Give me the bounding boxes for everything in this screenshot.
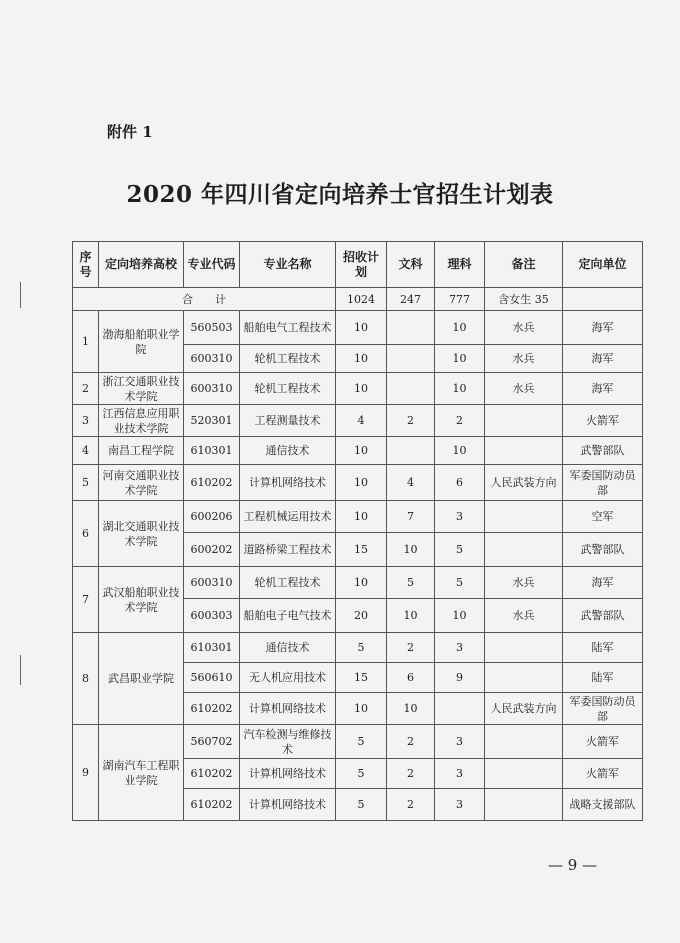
arts-count: 6: [387, 663, 435, 693]
header-row: [73, 242, 643, 288]
arts-count: 10: [387, 693, 435, 725]
school-no: 4: [73, 437, 99, 465]
target-unit: 火箭军: [563, 725, 643, 759]
target-unit: 陆军: [563, 633, 643, 663]
major-name: 计算机网络技术: [240, 465, 336, 501]
plan-count: 15: [336, 533, 387, 567]
arts-count: [387, 311, 435, 345]
attachment-label: 附件 1: [107, 123, 153, 141]
note: 水兵: [485, 311, 563, 345]
table-row: [73, 633, 643, 663]
major-code: 610301: [184, 633, 240, 663]
col-header-no: 序号: [73, 242, 99, 288]
major-name: 轮机工程技术: [240, 373, 336, 405]
note: [485, 405, 563, 437]
target-unit: 海军: [563, 311, 643, 345]
target-unit: 武警部队: [563, 437, 643, 465]
note: 水兵: [485, 567, 563, 599]
page-title: 2020 年四川省定向培养士官招生计划表: [126, 181, 554, 208]
arts-count: 10: [387, 599, 435, 633]
major-code: 610202: [184, 465, 240, 501]
plan-count: 5: [336, 759, 387, 789]
binding-mark: [20, 282, 21, 308]
arts-count: 10: [387, 533, 435, 567]
plan-count: 5: [336, 725, 387, 759]
note: [485, 725, 563, 759]
school-name: 南昌工程学院: [99, 437, 184, 465]
plan-count: 10: [336, 345, 387, 373]
school-no: 7: [73, 567, 99, 633]
col-header-note: 备注: [485, 242, 563, 288]
target-unit: 军委国防动员部: [563, 465, 643, 501]
plan-count: 10: [336, 567, 387, 599]
school-no: 6: [73, 501, 99, 567]
science-count: 6: [435, 465, 485, 501]
table-row: [73, 405, 643, 437]
page-number-value: 9: [567, 856, 578, 874]
major-code: 610202: [184, 789, 240, 821]
arts-count: 2: [387, 725, 435, 759]
school-name: 武汉船舶职业技术学院: [99, 567, 184, 633]
target-unit: 军委国防动员部: [563, 693, 643, 725]
arts-count: 5: [387, 567, 435, 599]
target-unit: 空军: [563, 501, 643, 533]
school-no: 8: [73, 633, 99, 725]
major-code: 600202: [184, 533, 240, 567]
enrollment-plan-table: [72, 241, 643, 821]
total-note: 含女生 35: [485, 288, 563, 311]
major-name: 无人机应用技术: [240, 663, 336, 693]
major-name: 道路桥梁工程技术: [240, 533, 336, 567]
science-count: 10: [435, 599, 485, 633]
major-code: 600206: [184, 501, 240, 533]
col-header-code: 专业代码: [184, 242, 240, 288]
plan-count: 10: [336, 437, 387, 465]
science-count: 5: [435, 567, 485, 599]
school-name: 浙江交通职业技术学院: [99, 373, 184, 405]
science-count: 2: [435, 405, 485, 437]
arts-count: 7: [387, 501, 435, 533]
major-name: 轮机工程技术: [240, 345, 336, 373]
target-unit: 海军: [563, 345, 643, 373]
target-unit: 海军: [563, 373, 643, 405]
major-name: 计算机网络技术: [240, 789, 336, 821]
arts-count: [387, 373, 435, 405]
target-unit: 武警部队: [563, 533, 643, 567]
arts-count: 2: [387, 405, 435, 437]
major-code: 600310: [184, 373, 240, 405]
major-code: 560610: [184, 663, 240, 693]
target-unit: 火箭军: [563, 405, 643, 437]
arts-count: 2: [387, 789, 435, 821]
science-count: 3: [435, 633, 485, 663]
school-name: 湖北交通职业技术学院: [99, 501, 184, 567]
arts-count: 2: [387, 759, 435, 789]
table-row: [73, 465, 643, 501]
school-no: 3: [73, 405, 99, 437]
school-name: 河南交通职业技术学院: [99, 465, 184, 501]
target-unit: 海军: [563, 567, 643, 599]
major-code: 560702: [184, 725, 240, 759]
note: 水兵: [485, 373, 563, 405]
note: 人民武装方向: [485, 693, 563, 725]
science-count: 3: [435, 789, 485, 821]
major-name: 计算机网络技术: [240, 693, 336, 725]
total-label: 合 计: [73, 288, 336, 311]
page-number: — 9 —: [548, 856, 598, 874]
science-count: 10: [435, 437, 485, 465]
target-unit: 战略支援部队: [563, 789, 643, 821]
plan-count: 10: [336, 373, 387, 405]
note: 水兵: [485, 599, 563, 633]
target-unit: 火箭军: [563, 759, 643, 789]
science-count: 5: [435, 533, 485, 567]
col-header-plan: 招收计划: [336, 242, 387, 288]
science-count: 10: [435, 345, 485, 373]
col-header-unit: 定向单位: [563, 242, 643, 288]
col-header-school: 定向培养高校: [99, 242, 184, 288]
school-no: 1: [73, 311, 99, 373]
total-row: [73, 288, 643, 311]
note: [485, 533, 563, 567]
note: [485, 437, 563, 465]
major-name: 计算机网络技术: [240, 759, 336, 789]
total-science: 777: [435, 288, 485, 311]
major-code: 600310: [184, 345, 240, 373]
school-no: 2: [73, 373, 99, 405]
note: 人民武装方向: [485, 465, 563, 501]
col-header-arts: 文科: [387, 242, 435, 288]
note: [485, 759, 563, 789]
table-row: [73, 373, 643, 405]
major-name: 轮机工程技术: [240, 567, 336, 599]
note: 水兵: [485, 345, 563, 373]
major-name: 通信技术: [240, 633, 336, 663]
plan-count: 4: [336, 405, 387, 437]
major-name: 工程机械运用技术: [240, 501, 336, 533]
total-arts: 247: [387, 288, 435, 311]
plan-count: 10: [336, 693, 387, 725]
science-count: 3: [435, 725, 485, 759]
major-code: 610301: [184, 437, 240, 465]
plan-count: 5: [336, 633, 387, 663]
school-no: 9: [73, 725, 99, 821]
table-row: [73, 567, 643, 599]
science-count: 9: [435, 663, 485, 693]
table-row: [73, 437, 643, 465]
table-row: [73, 311, 643, 345]
arts-count: 4: [387, 465, 435, 501]
major-name: 工程测量技术: [240, 405, 336, 437]
arts-count: 2: [387, 633, 435, 663]
major-name: 通信技术: [240, 437, 336, 465]
note: [485, 663, 563, 693]
major-code: 600303: [184, 599, 240, 633]
total-plan: 1024: [336, 288, 387, 311]
target-unit: 陆军: [563, 663, 643, 693]
school-name: 渤海船舶职业学院: [99, 311, 184, 373]
target-unit: 武警部队: [563, 599, 643, 633]
major-name: 船舶电气工程技术: [240, 311, 336, 345]
school-name: 武昌职业学院: [99, 633, 184, 725]
school-no: 5: [73, 465, 99, 501]
table-row: [73, 501, 643, 533]
plan-count: 10: [336, 311, 387, 345]
col-header-science: 理科: [435, 242, 485, 288]
note: [485, 789, 563, 821]
major-code: 610202: [184, 693, 240, 725]
major-code: 610202: [184, 759, 240, 789]
plan-count: 15: [336, 663, 387, 693]
table-row: [73, 725, 643, 759]
major-code: 560503: [184, 311, 240, 345]
binding-mark: [20, 655, 21, 685]
arts-count: [387, 345, 435, 373]
arts-count: [387, 437, 435, 465]
note: [485, 633, 563, 663]
school-name: 江西信息应用职业技术学院: [99, 405, 184, 437]
plan-count: 10: [336, 501, 387, 533]
col-header-major: 专业名称: [240, 242, 336, 288]
science-count: 3: [435, 501, 485, 533]
plan-count: 20: [336, 599, 387, 633]
major-code: 520301: [184, 405, 240, 437]
science-count: 10: [435, 311, 485, 345]
school-name: 湖南汽车工程职业学院: [99, 725, 184, 821]
major-code: 600310: [184, 567, 240, 599]
science-count: 3: [435, 759, 485, 789]
plan-count: 10: [336, 465, 387, 501]
science-count: 10: [435, 373, 485, 405]
total-unit: [563, 288, 643, 311]
note: [485, 501, 563, 533]
major-name: 船舶电子电气技术: [240, 599, 336, 633]
major-name: 汽车检测与维修技术: [240, 725, 336, 759]
science-count: [435, 693, 485, 725]
plan-count: 5: [336, 789, 387, 821]
